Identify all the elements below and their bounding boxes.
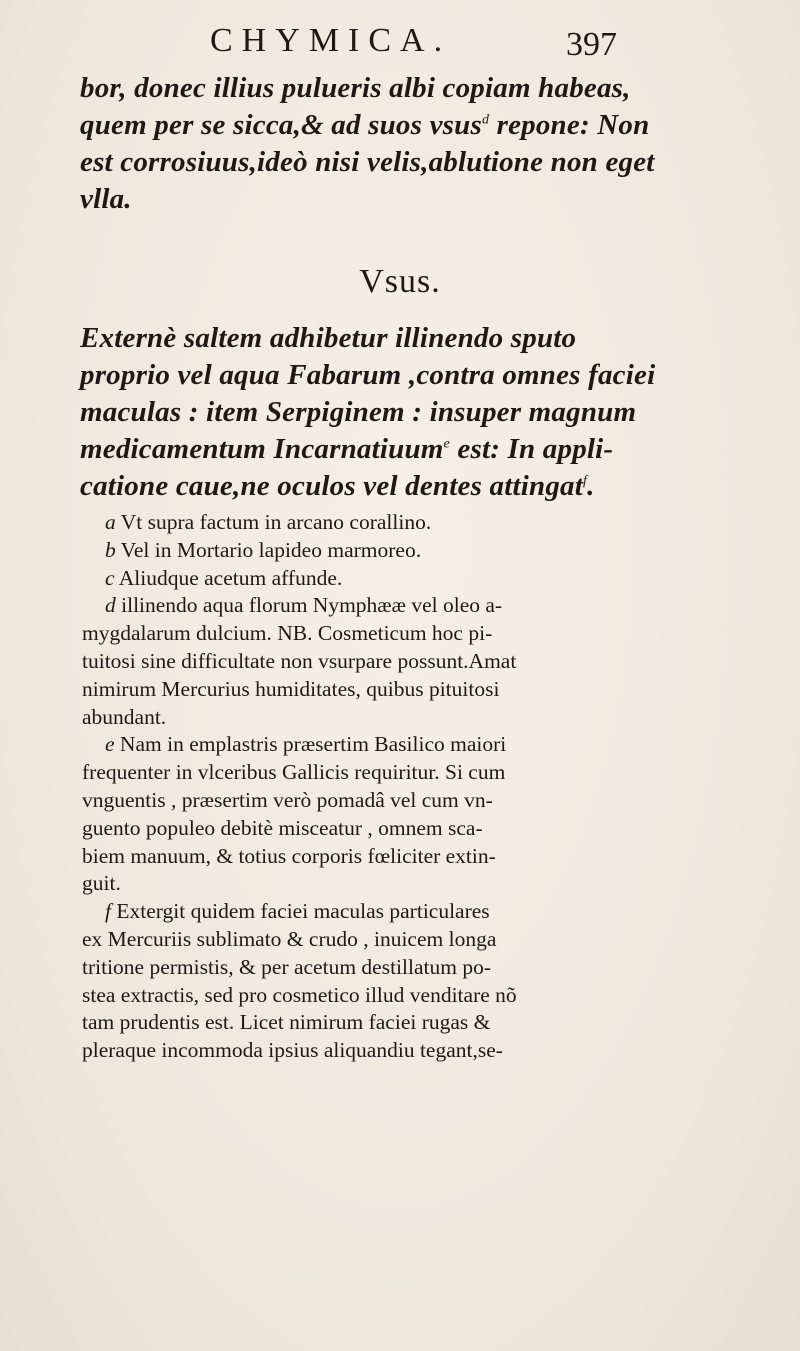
- text-line: catione caue,ne oculos vel dentes attingat$^f$.: [80, 470, 595, 502]
- text-line: quem per se sicca,& ad suos vsus$^d$ repone: Non: [80, 109, 650, 141]
- note-marker: f: [105, 899, 111, 924]
- section-heading: Vsus.: [359, 263, 441, 300]
- footnote-c: c Aliudque acetum affunde.: [105, 565, 343, 590]
- text-line: maculas : item Serpiginem : insuper magnum: [80, 396, 637, 428]
- text-line: medicamentum Incarnatiuum$^e$ est: In appli-: [80, 433, 614, 465]
- footnote-marker: d: [481, 112, 490, 128]
- footnote-marker: e: [443, 436, 450, 452]
- text-line: Externè saltem adhibetur illinendo sputo: [80, 322, 577, 354]
- preparation-paragraph: [80, 70, 764, 218]
- note-marker: c: [105, 565, 115, 590]
- text-line: bor, donec illius pulueris albi copiam habeas,: [80, 72, 631, 104]
- footnote-a: a Vt supra factum in arcano corallino.: [105, 510, 432, 534]
- note-marker: a: [105, 510, 116, 534]
- footnote-d: d illinendo aqua florum Nymphææ vel oleo a- mygdalarum dulcium. NB. Cosmeticum hoc pi- tuitosi sine difficultate non vsurpare possunt.Amat nimirum Mercurius humiditates, quibus pituitosi abundant.: [82, 593, 517, 729]
- text-line: proprio vel aqua Fabarum ,contra omnes faciei: [80, 359, 656, 391]
- page-number: 397: [566, 26, 617, 63]
- footnote-e: e Nam in emplastris præsertim Basilico maiori frequenter in vlceribus Gallicis requiritur. Si cum vnguentis , præsertim verò pomadâ vel cum vn- guento populeo debitè misceatur , omnem sca- biem manuum, & totius corporis fœliciter extin- guit.: [82, 732, 507, 896]
- text-line: est corrosiuus,ideò nisi velis,ablutione non eget: [80, 146, 655, 178]
- usus-paragraph: [80, 320, 764, 505]
- note-marker: e: [105, 732, 115, 757]
- footnote-f: f Extergit quidem faciei maculas particulares ex Mercuriis sublimato & crudo , inuicem longa tritione permistis, & per acetum destillatum po- stea extractis, sed pro cosmetico illud venditare nõ tam prudentis est. Licet nimirum faciei rugas & pleraque incommoda ipsius aliquandiu tegant,se-: [82, 899, 517, 1063]
- footnote-b: b Vel in Mortario lapideo marmoreo.: [105, 537, 422, 562]
- running-title: CHYMICA.: [210, 22, 452, 59]
- page-header: [0, 22, 800, 62]
- note-marker: d: [105, 593, 116, 618]
- text-line: vlla.: [80, 183, 132, 215]
- footnotes: [82, 509, 766, 1065]
- note-marker: b: [105, 537, 116, 562]
- footnote-marker: f: [582, 473, 588, 489]
